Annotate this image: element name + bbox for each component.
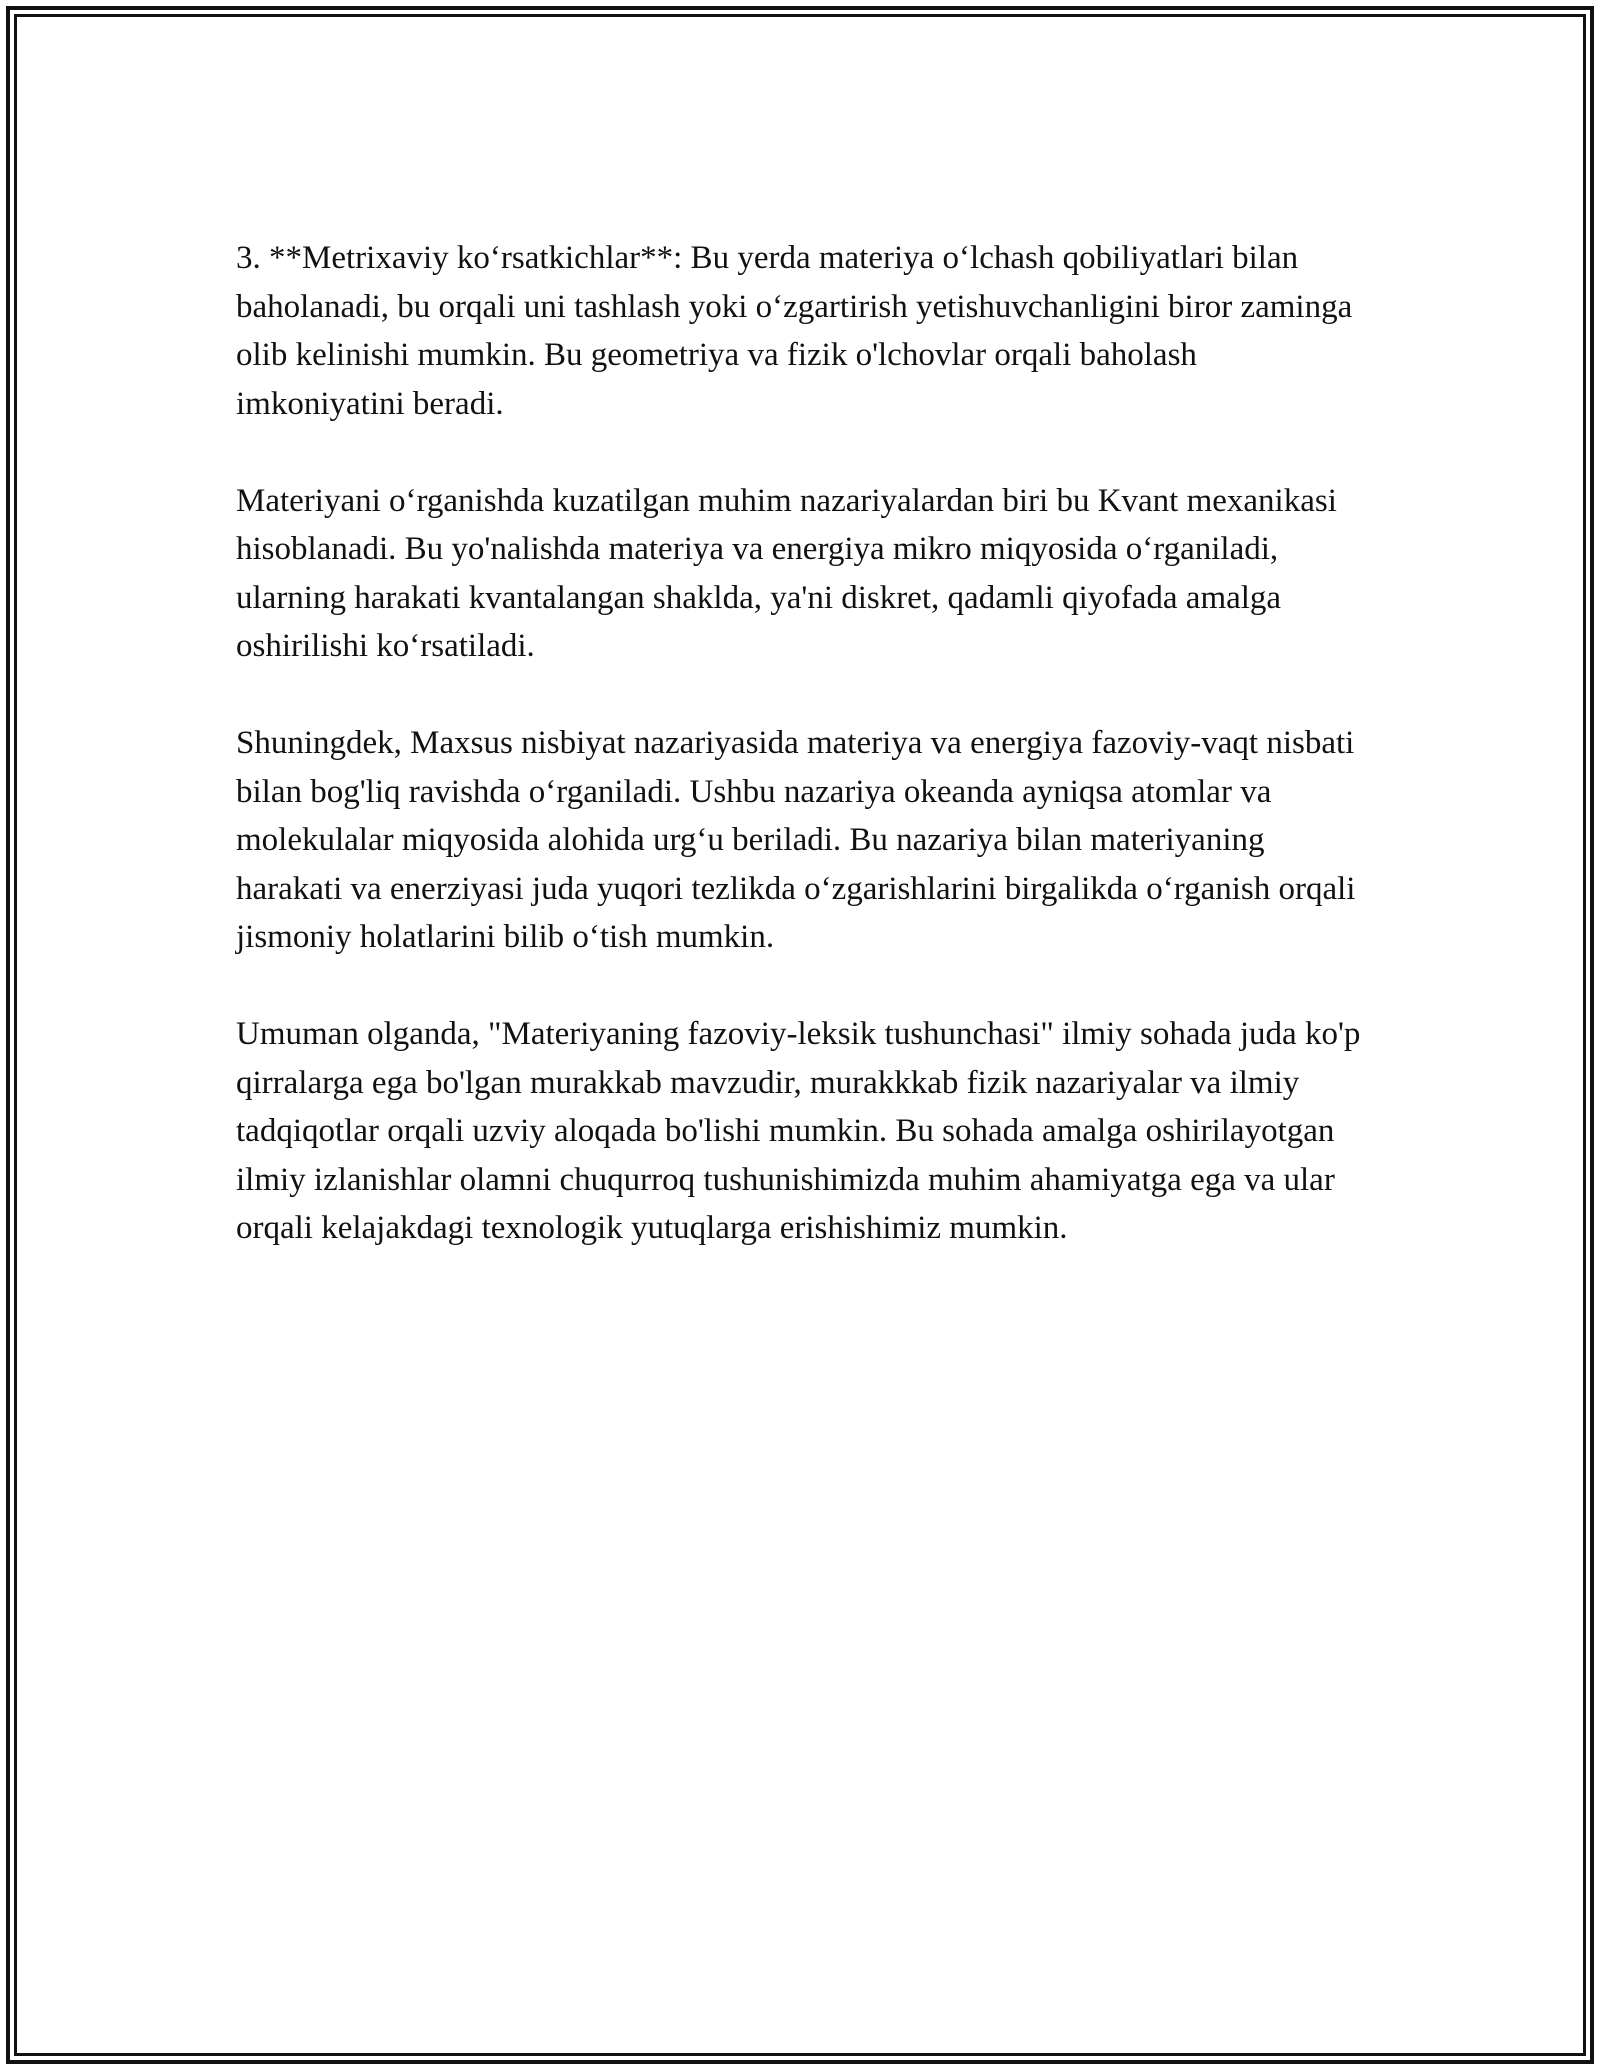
paragraph-metric-indicators: 3. **Metrixaviy ko‘rsatkichlar**: Bu yerda materiya o‘lchash qobiliyatlari bilan baholanadi, bu orqali uni tashlash yoki o‘zgartirish yetishuvchanligini biror zaminga olib kelinishi mumkin. Bu geometriya va fizik o'lchovlar orqali baholash imkoniyatini beradi.	[236, 240, 1353, 422]
paragraph-quantum-mechanics: Materiyani o‘rganishda kuzatilgan muhim nazariyalardan biri bu Kvant mexanikasi hisoblanadi. Bu yo'nalishda materiya va energiya mikro miqyosida o‘rganiladi, ularning harakati kvantalangan shakldа, ya'ni diskret, qadamli qiyofada amalga oshirilishi ko‘rsatiladi.	[236, 482, 1337, 664]
document-body	[236, 234, 1366, 1301]
paragraph-special-relativity: Shuningdek, Maxsus nisbiyat nazariyasida materiya va energiya fazoviy-vaqt nisbati bilan bog'liq ravishda o‘rganiladi. Ushbu nazariya okeanda ayniqsa atomlar va molekulalar miqyosida alohida urg‘u beriladi. Bu nazariya bilan materiyaning harakati va enerziyasi juda yuqori tezlikda o‘zgarishlarini birgalikda o‘rganish orqali jismoniy holatlarini bilib o‘tish mumkin.	[236, 725, 1356, 955]
paragraph-conclusion: Umuman olganda, "Materiyaning fazoviy-leksik tushunchasi" ilmiy sohada juda ko'p qirralarga ega bo'lgan murakkab mavzudir, murakkkab fizik nazariyalar va ilmiy tadqiqotlar orqali uzviy aloqada bo'lishi mumkin. Bu sohada amalga oshirilayotgan ilmiy izlanishlar olamni chuqurroq tushunishimizda muhim ahamiyatga ega va ular orqali kelajakdagi texnologik yutuqlarga erishishimiz mumkin.	[236, 1016, 1361, 1246]
